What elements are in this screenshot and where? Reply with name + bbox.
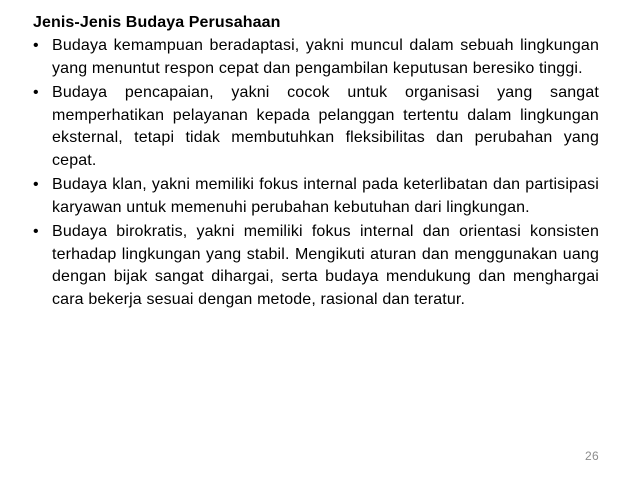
slide-content [33,11,599,313]
bullet-text: Budaya klan, yakni memiliki fokus internal pada keterlibatan dan partisipasi karyawan untuk memenuhi perubahan kebutuhan dari lingkungan. [52,176,599,216]
bullet-text: Budaya birokratis, yakni memiliki fokus internal dan orientasi konsisten terhadap lingkungan yang stabil. Mengikuti aturan dan menggunakan uang dengan bijak sangat dihargai, serta budaya mendukung dan menghargai cara bekerja sesuai dengan metode, rasional dan teratur. [52,223,599,308]
bullet-item [33,174,599,219]
bullet-item [33,35,599,80]
bullet-item [33,82,599,172]
page-number: 26 [585,449,599,463]
bullet-icon: • [33,176,39,193]
bullet-list [33,35,599,311]
bullet-icon: • [33,223,39,240]
bullet-item [33,221,599,311]
slide-title: Jenis-Jenis Budaya Perusahaan [33,14,281,31]
bullet-text: Budaya kemampuan beradaptasi, yakni muncul dalam sebuah lingkungan yang menuntut respon cepat dan pengambilan keputusan beresiko tinggi. [52,37,599,77]
bullet-icon: • [33,84,39,101]
bullet-icon: • [33,37,39,54]
bullet-text: Budaya pencapaian, yakni cocok untuk organisasi yang sangat memperhatikan pelayanan kepada pelanggan tertentu dalam lingkungan eksternal, tetapi tidak membutuhkan fleksibilitas dan perubahan yang cepat. [52,84,599,169]
